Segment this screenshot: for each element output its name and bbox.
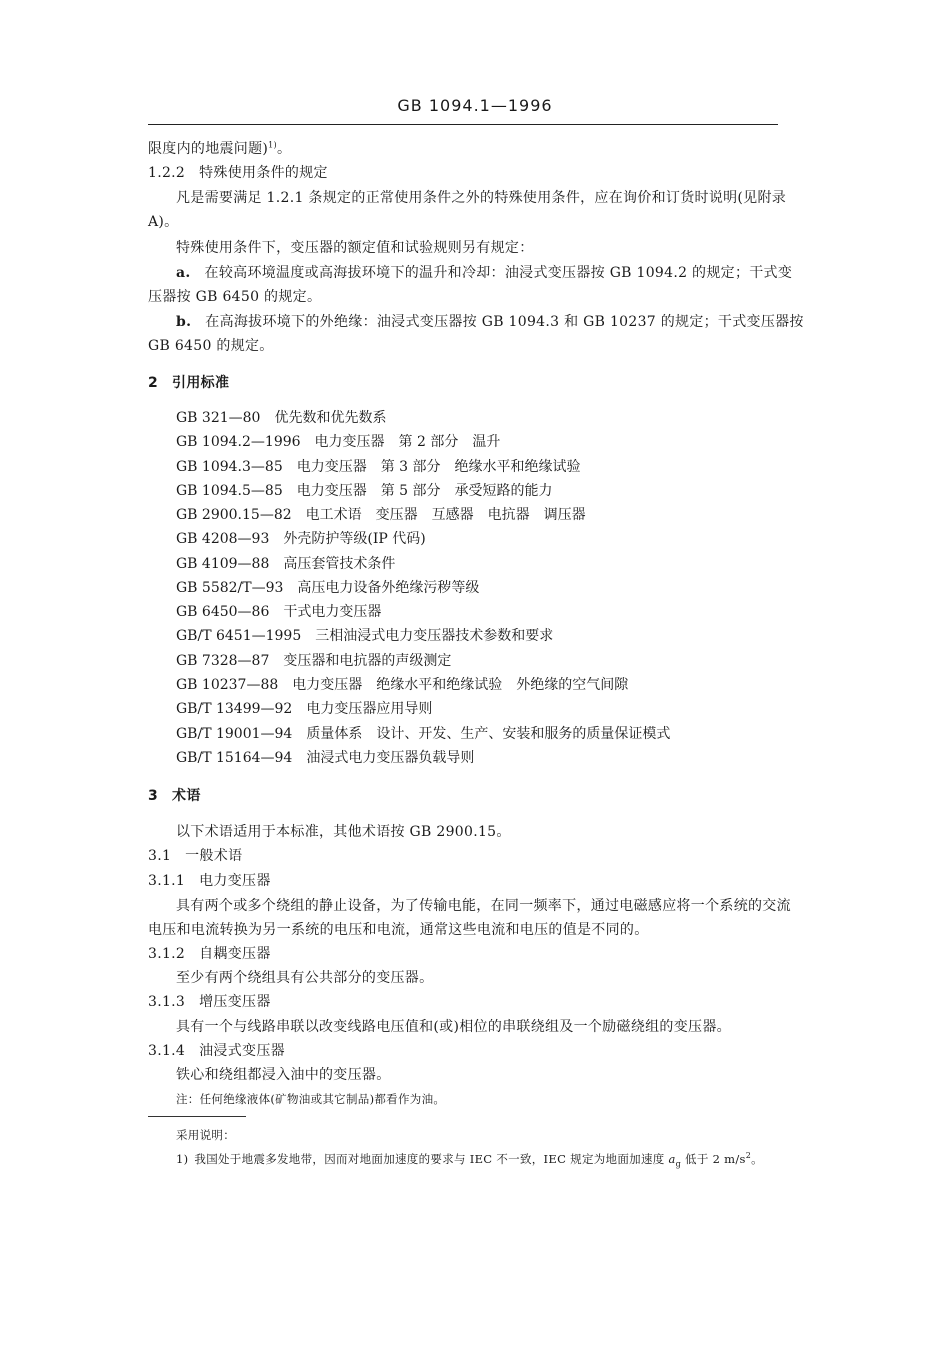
reference-code: GB 321—80 xyxy=(176,410,261,426)
note-text: 注：任何绝缘液体(矿物油或其它制品)都看作为油。 xyxy=(176,1092,446,1106)
section-3-1-3-text: 具有一个与线路串联以改变线路电压值和(或)相位的串联绕组及一个励磁绕组的变压器。 xyxy=(176,1019,731,1035)
reference-title: 优先数和优先数系 xyxy=(274,410,387,426)
reference-item xyxy=(176,652,451,670)
page-header-standard-number: GB 1094.1—1996 xyxy=(397,96,553,115)
section-3-1-3-heading xyxy=(148,993,271,1011)
reference-item xyxy=(176,482,553,500)
header-rule xyxy=(148,124,778,125)
reference-title: 电力变压器 第 2 部分 温升 xyxy=(314,434,501,450)
reference-code: GB 2900.15—82 xyxy=(176,507,292,523)
item-b-line-1 xyxy=(176,313,804,331)
section-number: 3.1.4 xyxy=(148,1043,186,1059)
reference-item xyxy=(176,749,474,767)
reference-item xyxy=(176,433,500,451)
reference-code: GB/T 13499—92 xyxy=(176,701,293,717)
section-3-1-2-heading xyxy=(148,945,271,963)
section-title: 引用标准 xyxy=(172,375,230,391)
section-1-2-2-heading xyxy=(148,164,328,182)
reference-code: GB 7328—87 xyxy=(176,653,270,669)
section-number: 1.2.2 xyxy=(148,165,186,181)
reference-item xyxy=(176,506,586,524)
item-a-line-1 xyxy=(176,264,792,282)
section-title: 术语 xyxy=(172,788,201,804)
paragraph-1-line-1: 凡是需要满足 1.2.1 条规定的正常使用条件之外的特殊使用条件，应在询价和订货时说明(见附录 xyxy=(176,190,787,206)
item-a-line-2: 压器按 GB 6450 的规定。 xyxy=(148,289,322,305)
reference-title: 电工术语 变压器 互感器 电抗器 调压器 xyxy=(305,507,586,523)
reference-item xyxy=(176,555,395,573)
reference-title: 电力变压器 第 5 部分 承受短路的能力 xyxy=(296,483,553,499)
reference-title: 电力变压器 绝缘水平和绝缘试验 外绝缘的空气间隙 xyxy=(292,677,629,693)
paragraph-2: 特殊使用条件下，变压器的额定值和试验规则另有规定： xyxy=(176,240,534,256)
section-number: 3.1.1 xyxy=(148,873,186,889)
section-title: 增压变压器 xyxy=(199,994,271,1010)
reference-item xyxy=(176,603,381,621)
footnote-heading: 采用说明： xyxy=(176,1128,235,1142)
footnote-ref: 1) xyxy=(268,140,277,150)
section-3-1-4-text: 铁心和绕组都浸入油中的变压器。 xyxy=(176,1067,391,1083)
continuation-text: 限度内的地震问题) xyxy=(148,141,269,157)
footnote-1 xyxy=(176,1152,763,1171)
reference-title: 外壳防护等级(IP 代码) xyxy=(283,531,426,547)
section-title: 自耦变压器 xyxy=(199,946,271,962)
section-title: 特殊使用条件的规定 xyxy=(199,165,328,181)
section-number: 3 xyxy=(148,788,159,804)
reference-title: 变压器和电抗器的声级测定 xyxy=(283,653,452,669)
section-3-1-2-text: 至少有两个绕组具有公共部分的变压器。 xyxy=(176,970,434,986)
reference-title: 三相油浸式电力变压器技术参数和要求 xyxy=(315,628,554,644)
item-a-text: 在较高环境温度或高海拔环境下的温升和冷却：油浸式变压器按 GB 1094.2 的规定；干式变 xyxy=(204,265,793,281)
reference-title: 油浸式电力变压器负载导则 xyxy=(306,750,475,766)
footnote-text-2: 低于 2 m/s xyxy=(681,1152,746,1166)
reference-item xyxy=(176,676,628,694)
item-b-line-2: GB 6450 的规定。 xyxy=(148,338,274,354)
section-number: 2 xyxy=(148,375,159,391)
section-3-intro: 以下术语适用于本标准，其他术语按 GB 2900.15。 xyxy=(176,824,511,840)
section-title: 电力变压器 xyxy=(199,873,271,889)
reference-code: GB 1094.3—85 xyxy=(176,459,283,475)
reference-code: GB 6450—86 xyxy=(176,604,270,620)
reference-code: GB/T 19001—94 xyxy=(176,726,293,742)
section-3-1-heading xyxy=(148,847,242,865)
section-number: 3.1 xyxy=(148,848,172,864)
reference-item xyxy=(176,409,386,427)
reference-code: GB 1094.5—85 xyxy=(176,483,283,499)
reference-code: GB/T 15164—94 xyxy=(176,750,293,766)
footnote-end: 。 xyxy=(751,1152,763,1166)
section-title: 一般术语 xyxy=(185,848,243,864)
section-2-heading xyxy=(148,374,229,392)
section-3-heading xyxy=(148,787,201,805)
footnote-rule xyxy=(148,1116,246,1117)
continuation-line xyxy=(148,140,291,158)
reference-title: 干式电力变压器 xyxy=(283,604,382,620)
section-title: 油浸式变压器 xyxy=(199,1043,285,1059)
footnote-text: 我国处于地震多发地带，因而对地面加速度的要求与 IEC 不一致，IEC 规定为地面加速度 xyxy=(194,1152,669,1166)
reference-title: 高压电力设备外绝缘污秽等级 xyxy=(297,580,480,596)
section-number: 3.1.2 xyxy=(148,946,186,962)
reference-code: GB/T 6451—1995 xyxy=(176,628,302,644)
reference-code: GB 5582/T—93 xyxy=(176,580,284,596)
section-3-1-1-line-1: 具有两个或多个绕组的静止设备，为了传输电能，在同一频率下，通过电磁感应将一个系统的交流 xyxy=(176,898,791,914)
reference-title: 电力变压器应用导则 xyxy=(306,701,433,717)
paragraph-1-line-2: A)。 xyxy=(148,214,179,230)
item-b-label: b. xyxy=(176,314,192,330)
section-3-1-1-heading xyxy=(148,872,271,890)
section-3-1-4-heading xyxy=(148,1042,285,1060)
footnote-variable: a xyxy=(668,1152,676,1166)
section-3-1-1-line-2: 电压和电流转换为另一系统的电压和电流，通常这些电流和电压的值是不同的。 xyxy=(148,922,649,938)
continuation-end: 。 xyxy=(276,141,292,157)
footnote-subscript: g xyxy=(675,1159,682,1169)
footnote-superscript: 2 xyxy=(745,1151,752,1161)
reference-code: GB 10237—88 xyxy=(176,677,279,693)
reference-title: 电力变压器 第 3 部分 绝缘水平和绝缘试验 xyxy=(296,459,581,475)
reference-item xyxy=(176,579,479,597)
reference-code: GB 4109—88 xyxy=(176,556,270,572)
reference-item xyxy=(176,530,426,548)
reference-title: 质量体系 设计、开发、生产、安装和服务的质量保证模式 xyxy=(306,726,671,742)
reference-title: 高压套管技术条件 xyxy=(283,556,396,572)
reference-code: GB 1094.2—1996 xyxy=(176,434,301,450)
reference-item xyxy=(176,627,553,645)
footnote-mark: 1) xyxy=(176,1152,189,1166)
reference-item xyxy=(176,725,670,743)
item-a-label: a. xyxy=(176,265,191,281)
section-number: 3.1.3 xyxy=(148,994,186,1010)
reference-item xyxy=(176,700,432,718)
reference-item xyxy=(176,458,581,476)
reference-code: GB 4208—93 xyxy=(176,531,270,547)
item-b-text: 在高海拔环境下的外绝缘：油浸式变压器按 GB 1094.3 和 GB 10237 的规定；干式变压器按 xyxy=(205,314,804,330)
